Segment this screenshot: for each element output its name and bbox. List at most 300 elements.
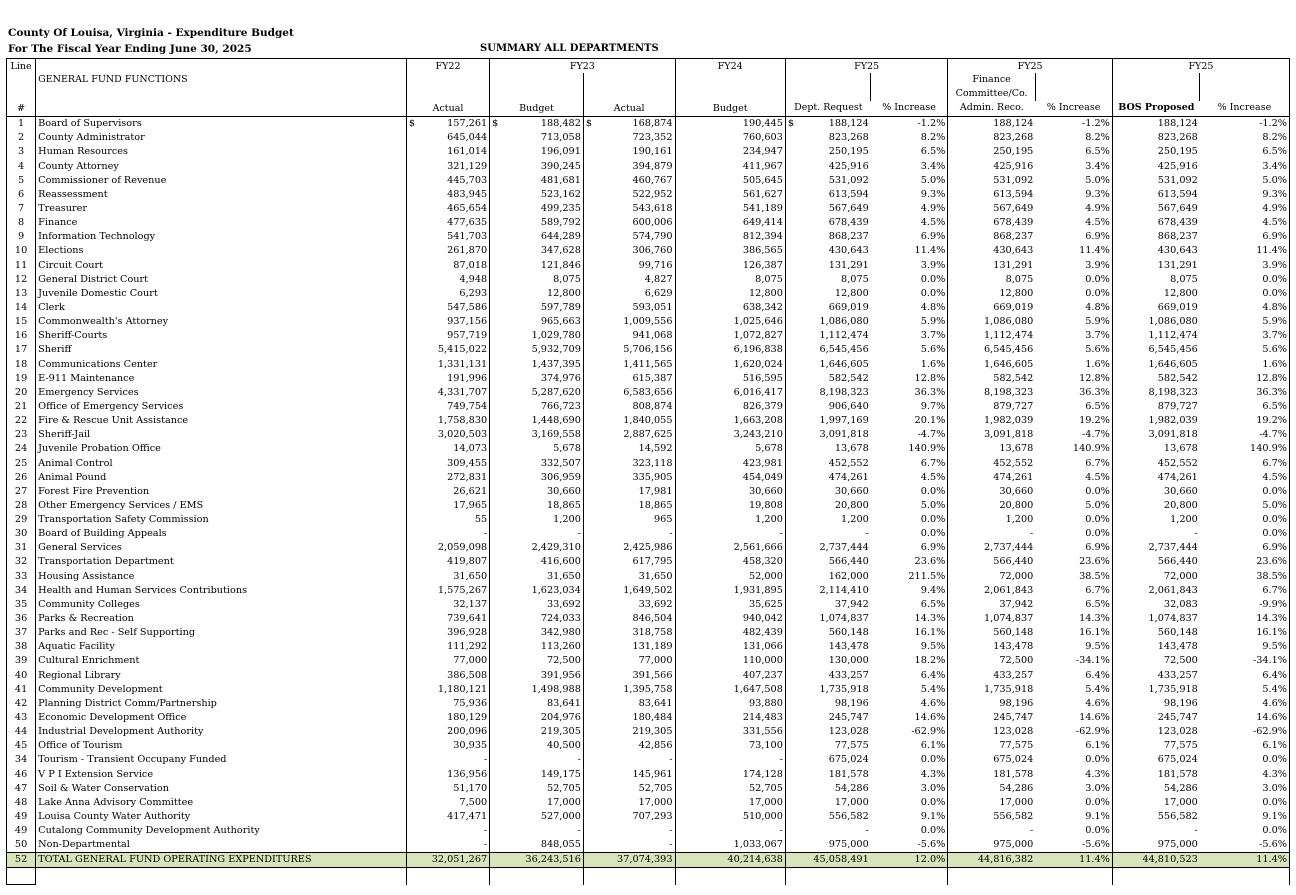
line-number — [7, 399, 36, 413]
table-row — [7, 824, 1290, 838]
function-name-value: Industrial Development Authority — [38, 726, 204, 738]
function-name — [36, 286, 407, 300]
pct-increase-request-value: 36.3% — [914, 386, 946, 398]
dept-request-value: 131,291 — [828, 259, 869, 271]
line-number-value: 8 — [17, 217, 25, 229]
budget-fy24 — [675, 357, 785, 371]
function-name — [36, 145, 407, 159]
actual-fy23 — [583, 131, 675, 145]
actual-fy22-value: 75,936 — [453, 697, 488, 709]
pct-increase-finance — [1035, 583, 1112, 597]
budget-fy23 — [490, 244, 584, 258]
currency-symbol: $ — [787, 118, 795, 130]
section-title: GENERAL FUND FUNCTIONS — [36, 73, 407, 87]
actual-fy23 — [583, 498, 675, 512]
pct-increase-request — [871, 781, 948, 795]
finance-reco — [948, 357, 1035, 371]
budget-fy24-value: 126,387 — [742, 259, 783, 271]
actual-fy22-value: 31,650 — [453, 570, 488, 582]
line-number-value: 18 — [14, 358, 28, 370]
pct-increase-request-value: 0.0% — [920, 754, 946, 766]
pct-increase-bos — [1200, 640, 1290, 654]
function-name — [36, 527, 407, 541]
line-number — [7, 244, 36, 258]
finance-reco-value: 823,268 — [993, 132, 1034, 144]
currency-symbol: $ — [585, 118, 593, 130]
function-name-value: Commissioner of Revenue — [38, 174, 167, 186]
finance-reco-value: 675,024 — [993, 754, 1034, 766]
budget-fy23-value: 121,846 — [540, 259, 581, 271]
finance-reco — [948, 710, 1035, 724]
function-name-value: Sheriff-Jail — [38, 429, 91, 441]
actual-fy23-value: 707,293 — [632, 811, 673, 823]
table-row — [7, 513, 1290, 527]
budget-fy23 — [490, 498, 584, 512]
pct-increase-finance — [1035, 739, 1112, 753]
budget-fy23 — [490, 626, 584, 640]
summary-label: SUMMARY ALL DEPARTMENTS — [480, 43, 659, 54]
function-name — [36, 696, 407, 710]
function-name — [36, 272, 407, 286]
pct-increase-finance-value: 4.3% — [1085, 768, 1110, 780]
budget-fy24 — [675, 569, 785, 583]
budget-fy23-value: 766,723 — [540, 400, 581, 412]
dept-request-value: 430,643 — [828, 245, 869, 257]
pct-increase-bos — [1200, 795, 1290, 809]
actual-fy23 — [583, 201, 675, 215]
actual-fy22 — [406, 682, 489, 696]
actual-fy23-value: 180,484 — [632, 712, 673, 724]
budget-fy24 — [675, 116, 785, 131]
pct-increase-request — [871, 696, 948, 710]
finance-reco — [948, 470, 1035, 484]
table-row — [7, 682, 1290, 696]
pct-increase-finance — [1035, 824, 1112, 838]
finance-reco — [948, 343, 1035, 357]
budget-fy24-value: 17,000 — [748, 796, 783, 808]
budget-fy24 — [675, 555, 785, 569]
col-fy25-request: FY25 — [785, 59, 947, 74]
pct-increase-request — [871, 201, 948, 215]
pct-increase-request-value: 0.0% — [920, 273, 946, 285]
table-row — [7, 739, 1290, 753]
line-number — [7, 428, 36, 442]
budget-fy24-value: 561,627 — [742, 188, 783, 200]
pct-increase-request — [871, 131, 948, 145]
function-name — [36, 300, 407, 314]
budget-fy23 — [490, 484, 584, 498]
budget-fy24-value: 5,678 — [755, 443, 783, 455]
finance-reco-value: 123,028 — [993, 726, 1034, 738]
line-number — [7, 230, 36, 244]
dept-request — [785, 569, 870, 583]
actual-fy23 — [583, 611, 675, 625]
pct-increase-request-value: -5.6% — [917, 839, 946, 851]
pct-increase-bos — [1200, 371, 1290, 385]
pct-increase-bos — [1200, 824, 1290, 838]
function-name — [36, 315, 407, 329]
actual-fy23 — [583, 527, 675, 541]
budget-fy23-value: 597,789 — [540, 301, 581, 313]
line-number — [7, 569, 36, 583]
bos-proposed-value: 3,091,818 — [1148, 429, 1198, 441]
function-name-value: Commonwealth's Attorney — [38, 316, 169, 328]
bos-proposed-value: 474,261 — [1157, 471, 1198, 483]
pct-increase-finance-value: 5.0% — [1085, 174, 1110, 186]
budget-fy24 — [675, 767, 785, 781]
function-name-value: Health and Human Services Contributions — [38, 584, 248, 596]
table-row — [7, 329, 1290, 343]
pct-increase-bos — [1200, 456, 1290, 470]
col-fy25-bos: FY25 — [1112, 59, 1289, 74]
budget-fy23 — [490, 781, 584, 795]
pct-increase-request-value: 9.1% — [920, 811, 946, 823]
budget-fy24-value: 812,394 — [742, 231, 783, 243]
line-number — [7, 513, 36, 527]
finance-reco-value: 1,074,837 — [983, 613, 1034, 625]
pct-increase-request-value: 5.6% — [920, 344, 946, 356]
bos-proposed — [1112, 710, 1199, 724]
line-number-value: 42 — [14, 697, 28, 709]
finance-reco-value: 2,061,843 — [983, 584, 1034, 596]
function-name-value: Juvenile Probation Office — [38, 443, 161, 455]
function-name — [36, 244, 407, 258]
pct-increase-bos-value: 9.3% — [1262, 188, 1287, 200]
table-row — [7, 145, 1290, 159]
budget-fy24 — [675, 258, 785, 272]
function-name-value: V P I Extension Service — [38, 768, 154, 780]
finance-reco — [948, 555, 1035, 569]
pct-increase-request-value: 20.1% — [914, 415, 946, 427]
actual-fy23 — [583, 414, 675, 428]
pct-increase-request — [871, 286, 948, 300]
pct-increase-bos-value: 0.0% — [1262, 528, 1287, 540]
budget-fy24 — [675, 838, 785, 853]
pct-increase-request — [871, 611, 948, 625]
line-number-value: 43 — [14, 712, 28, 724]
function-name-value: Louisa County Water Authority — [38, 811, 191, 823]
pct-increase-bos — [1200, 442, 1290, 456]
line-number — [7, 343, 36, 357]
col-fy24: FY24 — [675, 59, 785, 74]
pct-increase-finance-value: 0.0% — [1085, 528, 1110, 540]
bos-proposed-value: 72,500 — [1163, 655, 1198, 667]
bos-proposed-value: 1,735,918 — [1148, 683, 1198, 695]
pct-increase-request — [871, 145, 948, 159]
budget-fy24-value: - — [779, 754, 783, 766]
actual-fy23 — [583, 809, 675, 823]
actual-fy23-value: 2,887,625 — [623, 429, 673, 441]
actual-fy23-value: 14,592 — [638, 443, 673, 455]
budget-fy23-value: 1,623,034 — [531, 584, 581, 596]
budget-fy23 — [490, 555, 584, 569]
bos-proposed — [1112, 357, 1199, 371]
budget-fy23-value: 12,800 — [546, 287, 581, 299]
actual-fy23-value: 190,161 — [632, 146, 673, 158]
pct-increase-bos — [1200, 230, 1290, 244]
function-name-value: Animal Pound — [38, 471, 107, 483]
pct-increase-request — [871, 838, 948, 853]
pct-increase-finance — [1035, 315, 1112, 329]
bos-proposed — [1112, 131, 1199, 145]
function-name-value: Transportation Department — [38, 556, 174, 568]
pct-increase-request — [871, 795, 948, 809]
actual-fy23 — [583, 272, 675, 286]
actual-fy22 — [406, 300, 489, 314]
actual-fy22 — [406, 145, 489, 159]
actual-fy23 — [583, 739, 675, 753]
pct-increase-bos — [1200, 527, 1290, 541]
function-name-value: Non-Departmental — [38, 839, 130, 851]
pct-increase-finance-value: 9.3% — [1085, 188, 1110, 200]
bos-proposed — [1112, 725, 1199, 739]
line-number — [7, 484, 36, 498]
line-number — [7, 272, 36, 286]
budget-fy24-value: 214,483 — [742, 712, 783, 724]
pct-increase-bos-value: 3.0% — [1262, 782, 1287, 794]
bos-proposed — [1112, 569, 1199, 583]
function-name — [36, 513, 407, 527]
pct-increase-request-value: 0.0% — [920, 287, 946, 299]
actual-fy23-value: 617,795 — [632, 556, 673, 568]
pct-increase-bos-value: 6.4% — [1262, 669, 1287, 681]
line-number — [7, 767, 36, 781]
budget-fy23-value: 1,029,780 — [531, 330, 581, 342]
budget-fy23 — [490, 739, 584, 753]
line-number-value: 5 — [17, 174, 25, 186]
pct-increase-finance — [1035, 159, 1112, 173]
actual-fy22-value: 937,156 — [447, 316, 488, 328]
budget-fy24-value: 510,000 — [742, 811, 783, 823]
pct-increase-bos — [1200, 725, 1290, 739]
pct-increase-finance-value: 1.6% — [1085, 358, 1110, 370]
finance-reco-value: 474,261 — [993, 471, 1034, 483]
finance-reco — [948, 498, 1035, 512]
budget-fy23-value: 5,932,709 — [531, 344, 581, 356]
pct-increase-bos-value: 6.9% — [1262, 231, 1287, 243]
actual-fy23 — [583, 654, 675, 668]
function-name — [36, 116, 407, 131]
dept-request — [785, 428, 870, 442]
pct-increase-request — [871, 739, 948, 753]
actual-fy23-value: 77,000 — [638, 655, 673, 667]
pct-increase-request-value: 18.2% — [914, 655, 946, 667]
bos-proposed-value: 181,578 — [1157, 768, 1198, 780]
bos-proposed — [1112, 371, 1199, 385]
actual-fy22-value: 483,945 — [447, 188, 488, 200]
line-number — [7, 795, 36, 809]
line-number-value: 38 — [14, 641, 28, 653]
actual-fy22 — [406, 710, 489, 724]
table-row — [7, 173, 1290, 187]
dept-request-value: 98,196 — [834, 697, 869, 709]
pct-increase-bos-value: 5.4% — [1262, 683, 1287, 695]
pct-increase-request — [871, 767, 948, 781]
bos-proposed — [1112, 795, 1199, 809]
pct-increase-finance — [1035, 300, 1112, 314]
budget-fy24 — [675, 244, 785, 258]
pct-increase-request-value: -1.2% — [917, 118, 946, 130]
function-name — [36, 498, 407, 512]
pct-increase-bos-value: 4.5% — [1262, 471, 1287, 483]
dept-request — [785, 753, 870, 767]
actual-fy22-value: 1,575,267 — [437, 584, 488, 596]
actual-fy22 — [406, 725, 489, 739]
bos-proposed — [1112, 116, 1199, 131]
pct-increase-finance-value: 4.5% — [1085, 217, 1110, 229]
bos-proposed-value: - — [1194, 825, 1198, 837]
total-finance-reco: 44,816,382 — [948, 852, 1035, 867]
line-number — [7, 725, 36, 739]
function-name-value: Community Development — [38, 683, 163, 695]
budget-fy24 — [675, 371, 785, 385]
pct-increase-request — [871, 555, 948, 569]
function-name-value: Human Resources — [38, 146, 128, 158]
pct-increase-request — [871, 569, 948, 583]
bos-proposed-value: 975,000 — [1157, 839, 1198, 851]
table-row — [7, 809, 1290, 823]
pct-increase-bos-value: 5.0% — [1262, 499, 1287, 511]
actual-fy22-value: 261,870 — [447, 245, 488, 257]
finance-reco — [948, 541, 1035, 555]
dept-request — [785, 187, 870, 201]
budget-fy24-value: 638,342 — [742, 301, 783, 313]
actual-fy23 — [583, 583, 675, 597]
pct-increase-request-value: 1.6% — [920, 358, 946, 370]
actual-fy23 — [583, 442, 675, 456]
actual-fy23-value: 4,827 — [644, 273, 673, 285]
bos-proposed — [1112, 541, 1199, 555]
pct-increase-bos — [1200, 116, 1290, 131]
actual-fy22-value: 6,293 — [459, 287, 488, 299]
dept-request-value: 30,660 — [834, 485, 869, 497]
actual-fy22-value: 161,014 — [447, 146, 488, 158]
pct-increase-bos-value: 0.0% — [1262, 796, 1287, 808]
pct-increase-request — [871, 258, 948, 272]
header-actual-fy22: Actual — [406, 101, 489, 116]
pct-increase-request-value: 211.5% — [908, 570, 946, 582]
finance-reco — [948, 159, 1035, 173]
pct-increase-request — [871, 583, 948, 597]
budget-fy23-value: 332,507 — [540, 457, 581, 469]
finance-reco — [948, 824, 1035, 838]
budget-fy23 — [490, 725, 584, 739]
dept-request-value: - — [865, 825, 869, 837]
actual-fy22 — [406, 201, 489, 215]
line-number — [7, 371, 36, 385]
actual-fy22-value: 272,831 — [447, 471, 488, 483]
dept-request-value: 162,000 — [828, 570, 869, 582]
pct-increase-bos — [1200, 569, 1290, 583]
budget-fy24 — [675, 795, 785, 809]
dept-request-value: 6,545,456 — [819, 344, 869, 356]
pct-increase-finance-value: 0.0% — [1085, 754, 1110, 766]
actual-fy23 — [583, 668, 675, 682]
dept-request — [785, 767, 870, 781]
pct-increase-bos — [1200, 187, 1290, 201]
finance-reco-value: 72,500 — [999, 655, 1034, 667]
actual-fy23-value: 615,387 — [632, 372, 673, 384]
actual-fy22 — [406, 753, 489, 767]
table-row — [7, 385, 1290, 399]
function-name — [36, 385, 407, 399]
bos-proposed-value: 131,291 — [1157, 259, 1198, 271]
pct-increase-finance — [1035, 173, 1112, 187]
pct-increase-request-value: 140.9% — [908, 443, 946, 455]
budget-fy24-value: 1,663,208 — [733, 415, 783, 427]
finance-reco — [948, 258, 1035, 272]
budget-fy24 — [675, 781, 785, 795]
function-name-value: Emergency Services — [38, 386, 139, 398]
function-name — [36, 131, 407, 145]
line-number-value: 19 — [14, 372, 28, 384]
actual-fy22 — [406, 838, 489, 853]
pct-increase-bos — [1200, 498, 1290, 512]
actual-fy22 — [406, 428, 489, 442]
pct-increase-request-value: 5.9% — [920, 316, 946, 328]
pct-increase-finance-value: 5.4% — [1085, 683, 1110, 695]
bos-proposed — [1112, 286, 1199, 300]
table-row — [7, 442, 1290, 456]
actual-fy23 — [583, 541, 675, 555]
bos-proposed-value: 556,582 — [1157, 811, 1198, 823]
budget-fy24-value: 760,603 — [742, 132, 783, 144]
line-number-value: 48 — [14, 796, 28, 808]
finance-reco-value: 567,649 — [993, 202, 1034, 214]
dept-request — [785, 513, 870, 527]
table-row — [7, 187, 1290, 201]
budget-fy23-value: 347,628 — [540, 245, 581, 257]
function-name-value: Housing Assistance — [38, 570, 135, 582]
function-name-value: Sheriff-Courts — [38, 330, 108, 342]
finance-reco-value: 678,439 — [993, 217, 1034, 229]
function-name — [36, 824, 407, 838]
actual-fy22-value: 465,654 — [447, 202, 488, 214]
line-number — [7, 385, 36, 399]
budget-fy24-value: 454,049 — [742, 471, 783, 483]
function-name — [36, 640, 407, 654]
function-name — [36, 414, 407, 428]
actual-fy22 — [406, 116, 489, 131]
budget-fy23-value: 1,200 — [553, 514, 581, 526]
pct-increase-bos — [1200, 838, 1290, 853]
finance-reco — [948, 428, 1035, 442]
budget-fy24 — [675, 300, 785, 314]
budget-fy24-value: 482,439 — [742, 627, 783, 639]
actual-fy23-value: 391,566 — [632, 669, 673, 681]
pct-increase-request-value: 0.0% — [920, 485, 946, 497]
table-row — [7, 753, 1290, 767]
line-number-value: 1 — [17, 118, 25, 130]
finance-reco-value: - — [1030, 528, 1034, 540]
actual-fy22-value: 191,996 — [447, 372, 488, 384]
actual-fy23-value: 723,352 — [632, 132, 673, 144]
pct-increase-finance — [1035, 456, 1112, 470]
finance-reco — [948, 116, 1035, 131]
pct-increase-bos-value: 140.9% — [1250, 443, 1287, 455]
pct-increase-finance — [1035, 498, 1112, 512]
dept-request — [785, 201, 870, 215]
line-number — [7, 668, 36, 682]
pct-increase-bos-value: 4.6% — [1262, 697, 1287, 709]
pct-increase-request — [871, 329, 948, 343]
bos-proposed-value: 2,737,444 — [1148, 542, 1198, 554]
dept-request-value: 452,552 — [828, 457, 869, 469]
function-name-value: Other Emergency Services / EMS — [38, 499, 204, 511]
budget-fy23-value: 1,448,690 — [531, 415, 581, 427]
bos-proposed-value: 452,552 — [1157, 457, 1198, 469]
pct-increase-request — [871, 682, 948, 696]
